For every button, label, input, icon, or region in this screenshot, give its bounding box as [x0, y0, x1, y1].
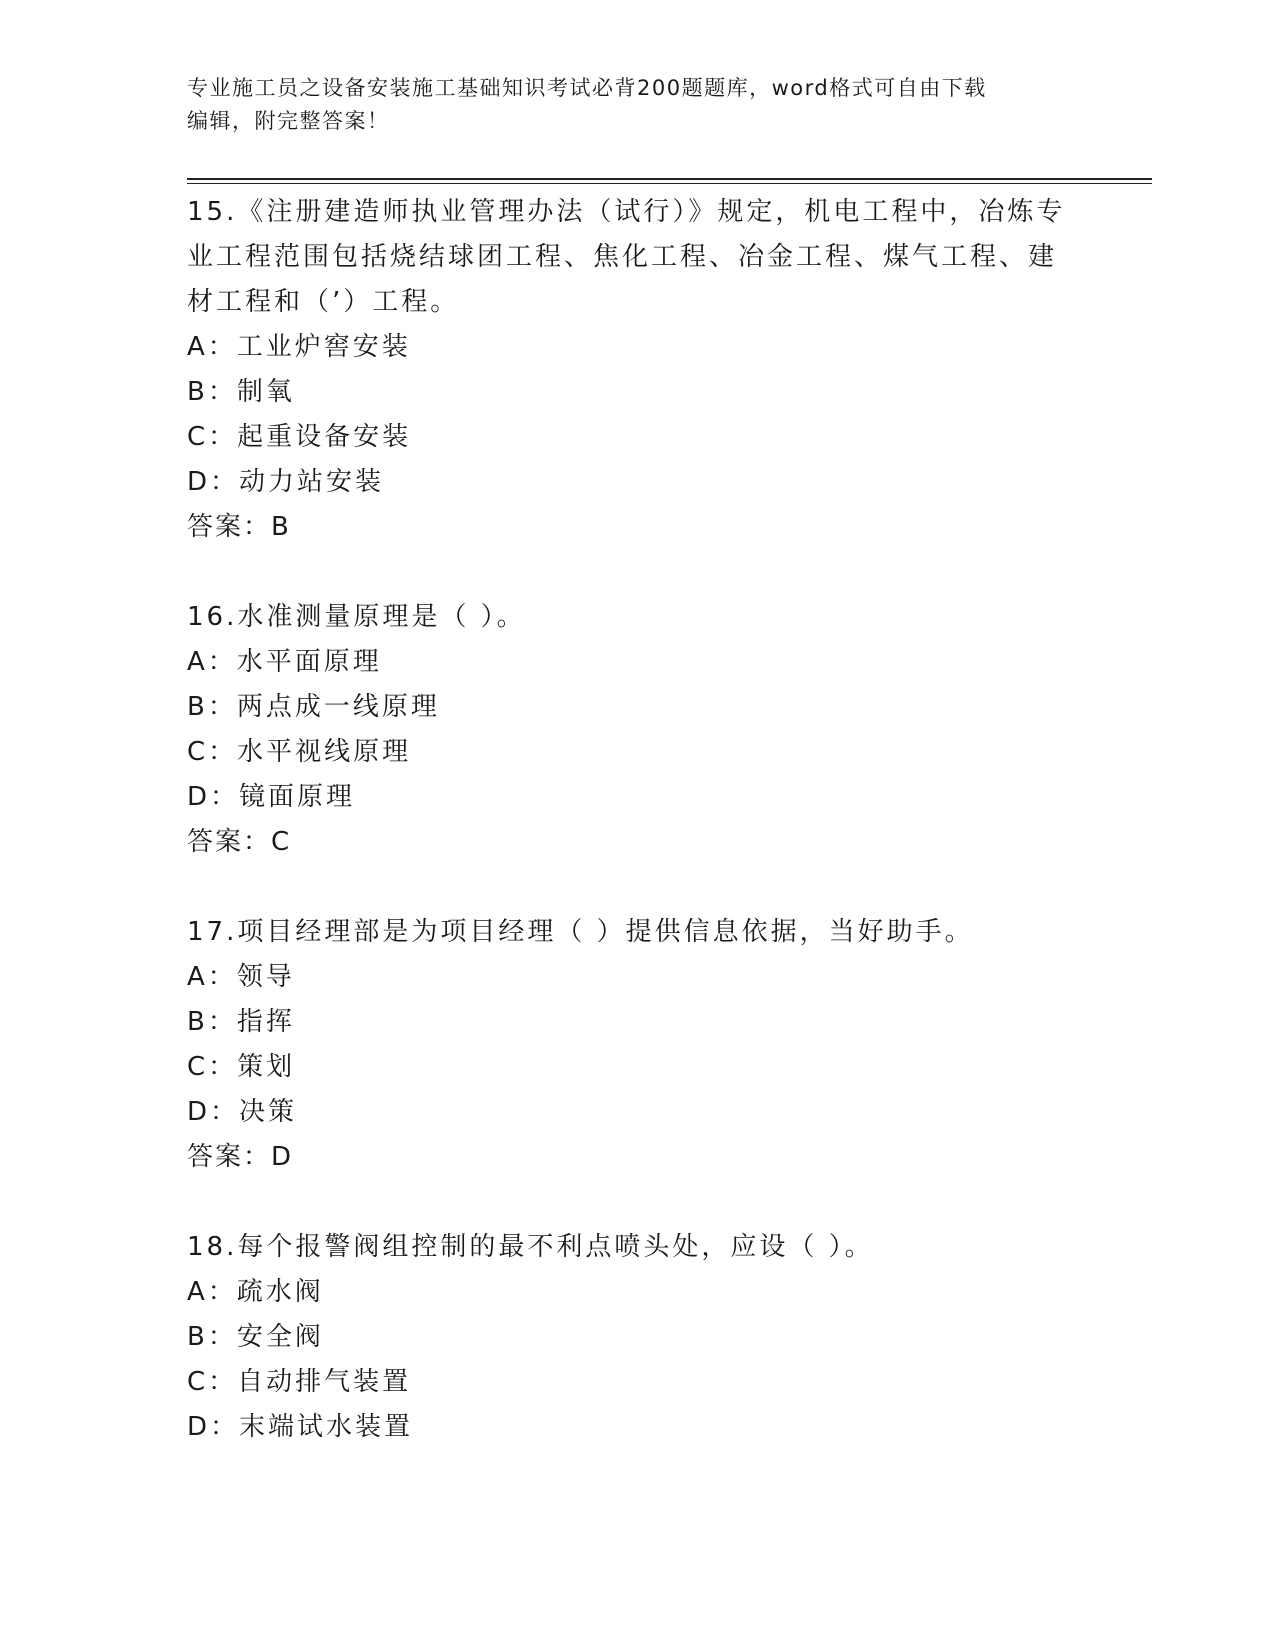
option-c: C：起重设备安装 [187, 422, 412, 452]
question-stem: 15.《注册建造师执业管理办法（试行）》规定，机电工程中，冶炼专 业工程范围包括烧结球团工程、焦化工程、冶金工程、煤气工程、建 材工程和（’）工程。 [187, 197, 1066, 317]
option-b: B：制氧 [187, 377, 295, 407]
question-stem: 16.水准测量原理是（ ）。 [187, 602, 526, 632]
document-header: 专业施工员之设备安装施工基础知识考试必背200题题库，word格式可自由下载 编辑，附完整答案！ [187, 76, 987, 133]
question-stem: 17.项目经理部是为项目经理（ ）提供信息依据，当好助手。 [187, 917, 974, 947]
header-divider-thick [187, 178, 1152, 180]
question-15 [187, 190, 1077, 550]
option-c: C：策划 [187, 1052, 296, 1082]
option-a: A：水平面原理 [187, 647, 382, 677]
option-b: B：安全阀 [187, 1322, 324, 1352]
question-stem: 18.每个报警阀组控制的最不利点喷头处，应设（ ）。 [187, 1232, 874, 1262]
question-spacer [187, 1180, 1077, 1225]
option-b: B：指挥 [187, 1007, 295, 1037]
option-d: D：动力站安装 [187, 467, 385, 497]
option-c: C：水平视线原理 [187, 737, 412, 767]
option-c: C：自动排气装置 [187, 1367, 412, 1397]
question-18 [187, 1225, 1077, 1450]
answer-line: 答案：B [187, 512, 291, 542]
option-a: A：工业炉窖安装 [187, 332, 411, 362]
option-d: D：镜面原理 [187, 782, 356, 812]
question-17 [187, 910, 1077, 1180]
header-divider-thin [187, 183, 1152, 184]
option-a: A：疏水阀 [187, 1277, 324, 1307]
question-list [187, 190, 1077, 1450]
option-d: D：决策 [187, 1097, 298, 1127]
option-a: A：领导 [187, 962, 295, 992]
question-spacer [187, 550, 1077, 595]
answer-line: 答案：C [187, 827, 292, 857]
option-b: B：两点成一线原理 [187, 692, 440, 722]
option-d: D：末端试水装置 [187, 1412, 414, 1442]
question-spacer [187, 865, 1077, 910]
answer-line: 答案：D [187, 1142, 294, 1172]
question-16 [187, 595, 1077, 865]
